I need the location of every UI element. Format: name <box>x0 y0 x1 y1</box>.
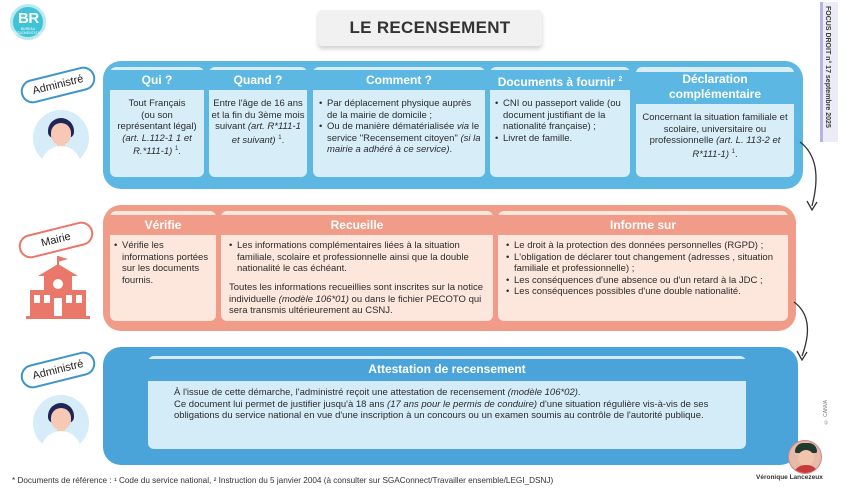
list-item: • L'obligation de déclarer tout changement (adresses , situation familiale et professionnelle) ; <box>506 252 784 275</box>
informe-list <box>506 240 784 298</box>
qui-heading: Qui ? <box>110 70 204 90</box>
author-avatar-icon <box>788 440 822 474</box>
list-item: • Livret de famille. <box>495 133 625 145</box>
recueille-note: Toutes les informations recueillies sont inscrites sur la notice individuelle (modèle 106*01) ou dans le fichier PECOTO qui sera transmis ultérieurement au CSNJ. <box>229 282 483 316</box>
footer-references: * Documents de référence : ¹ Code du service national, ² Instruction du 5 janvier 2004 (à consulter sur SGAConnect/Travailler ensemble/LEGI_DSNJ) <box>12 476 554 485</box>
comment-heading: Comment ? <box>313 70 485 90</box>
logo-letters: BR <box>18 10 39 27</box>
list-item: • Par déplacement physique auprès de la mairie de domicile ; <box>319 98 481 121</box>
tag-administre-2: Administré <box>18 349 98 391</box>
title-banner <box>318 10 542 46</box>
attestation-text: À l'issue de cette démarche, l'administré reçoit une attestation de recensement (modèle 106*02). Ce document lui permet de justifier jusqu'à 18 ans (17 ans pour le permis de conduire) d'une situation régulière vis-à-vis de ses obligations du service national en vue d'une inscription à un concours ou un examen soumis au contrôle de l'autorité publique. <box>174 387 709 421</box>
issue-label: FOCUS DROIT n° 17 septembre 2025 <box>824 6 831 128</box>
list-item: • Les informations complémentaires liées à la situation familiale, scolaire et professionnelle ainsi que la double nationalité le cas échéant. <box>229 240 489 275</box>
list-item: • Les conséquences d'une absence ou d'un retard à la JDC ; <box>506 275 784 287</box>
list-item: • Les conséquences possibles d'une double nationalité. <box>506 286 784 298</box>
quand-heading: Quand ? <box>209 70 307 90</box>
tag-mairie: Mairie <box>16 219 96 261</box>
list-item: • Ou de manière dématérialisée via le service "Recensement citoyen" (si la mairie a adhéré à ce service). <box>319 121 481 156</box>
author-name: Véronique Lancezeux <box>756 474 823 481</box>
logo-subtitle: BUREAU RÉGLEMENTATION <box>12 27 44 35</box>
comment-list <box>319 98 481 156</box>
page-title: LE RECENSEMENT <box>349 18 511 37</box>
verifie-heading: Vérifie <box>110 215 216 235</box>
informe-heading: Informe sur <box>498 215 788 235</box>
verifie-list <box>114 240 212 286</box>
canva-credit: © CANVA <box>823 400 829 425</box>
declaration-text: Concernant la situation familiale et scolaire, universitaire ou professionnelle (art. L. 113-2 et R*111-1) $^1$. <box>642 112 788 160</box>
qui-text: Tout Français (ou son représentant légal) (art. L.112-1 1 et R.*111-1) $^1$. <box>117 98 197 158</box>
list-item: • Le droit à la protection des données personnelles (RGPD) ; <box>506 240 784 252</box>
attestation-heading: Attestation de recensement <box>368 362 526 376</box>
list-item: • Vérifie les informations portées sur les documents fournis. <box>114 240 212 286</box>
recueille-heading: Recueille <box>221 215 493 235</box>
documents-list <box>495 98 625 144</box>
town-hall-icon <box>24 254 92 320</box>
documents-heading: Documents à fournir $^2$ <box>490 70 630 90</box>
quand-text: Entre l'âge de 16 ans et la fin du 3ème mois suivant (art. R*111-1 et suivant) $^1$. <box>211 98 305 146</box>
declaration-heading: Déclaration complémentaire <box>636 72 794 104</box>
citizen-avatar-icon-2 <box>33 395 89 451</box>
list-item: • CNI ou passeport valide (ou document justifiant de la nationalité française) ; <box>495 98 625 133</box>
citizen-avatar-icon <box>33 110 89 166</box>
arrow-down-icon-1 <box>790 140 830 220</box>
issue-stripe <box>820 2 838 142</box>
tag-administre-1: Administré <box>18 64 98 106</box>
recueille-list <box>229 240 489 275</box>
